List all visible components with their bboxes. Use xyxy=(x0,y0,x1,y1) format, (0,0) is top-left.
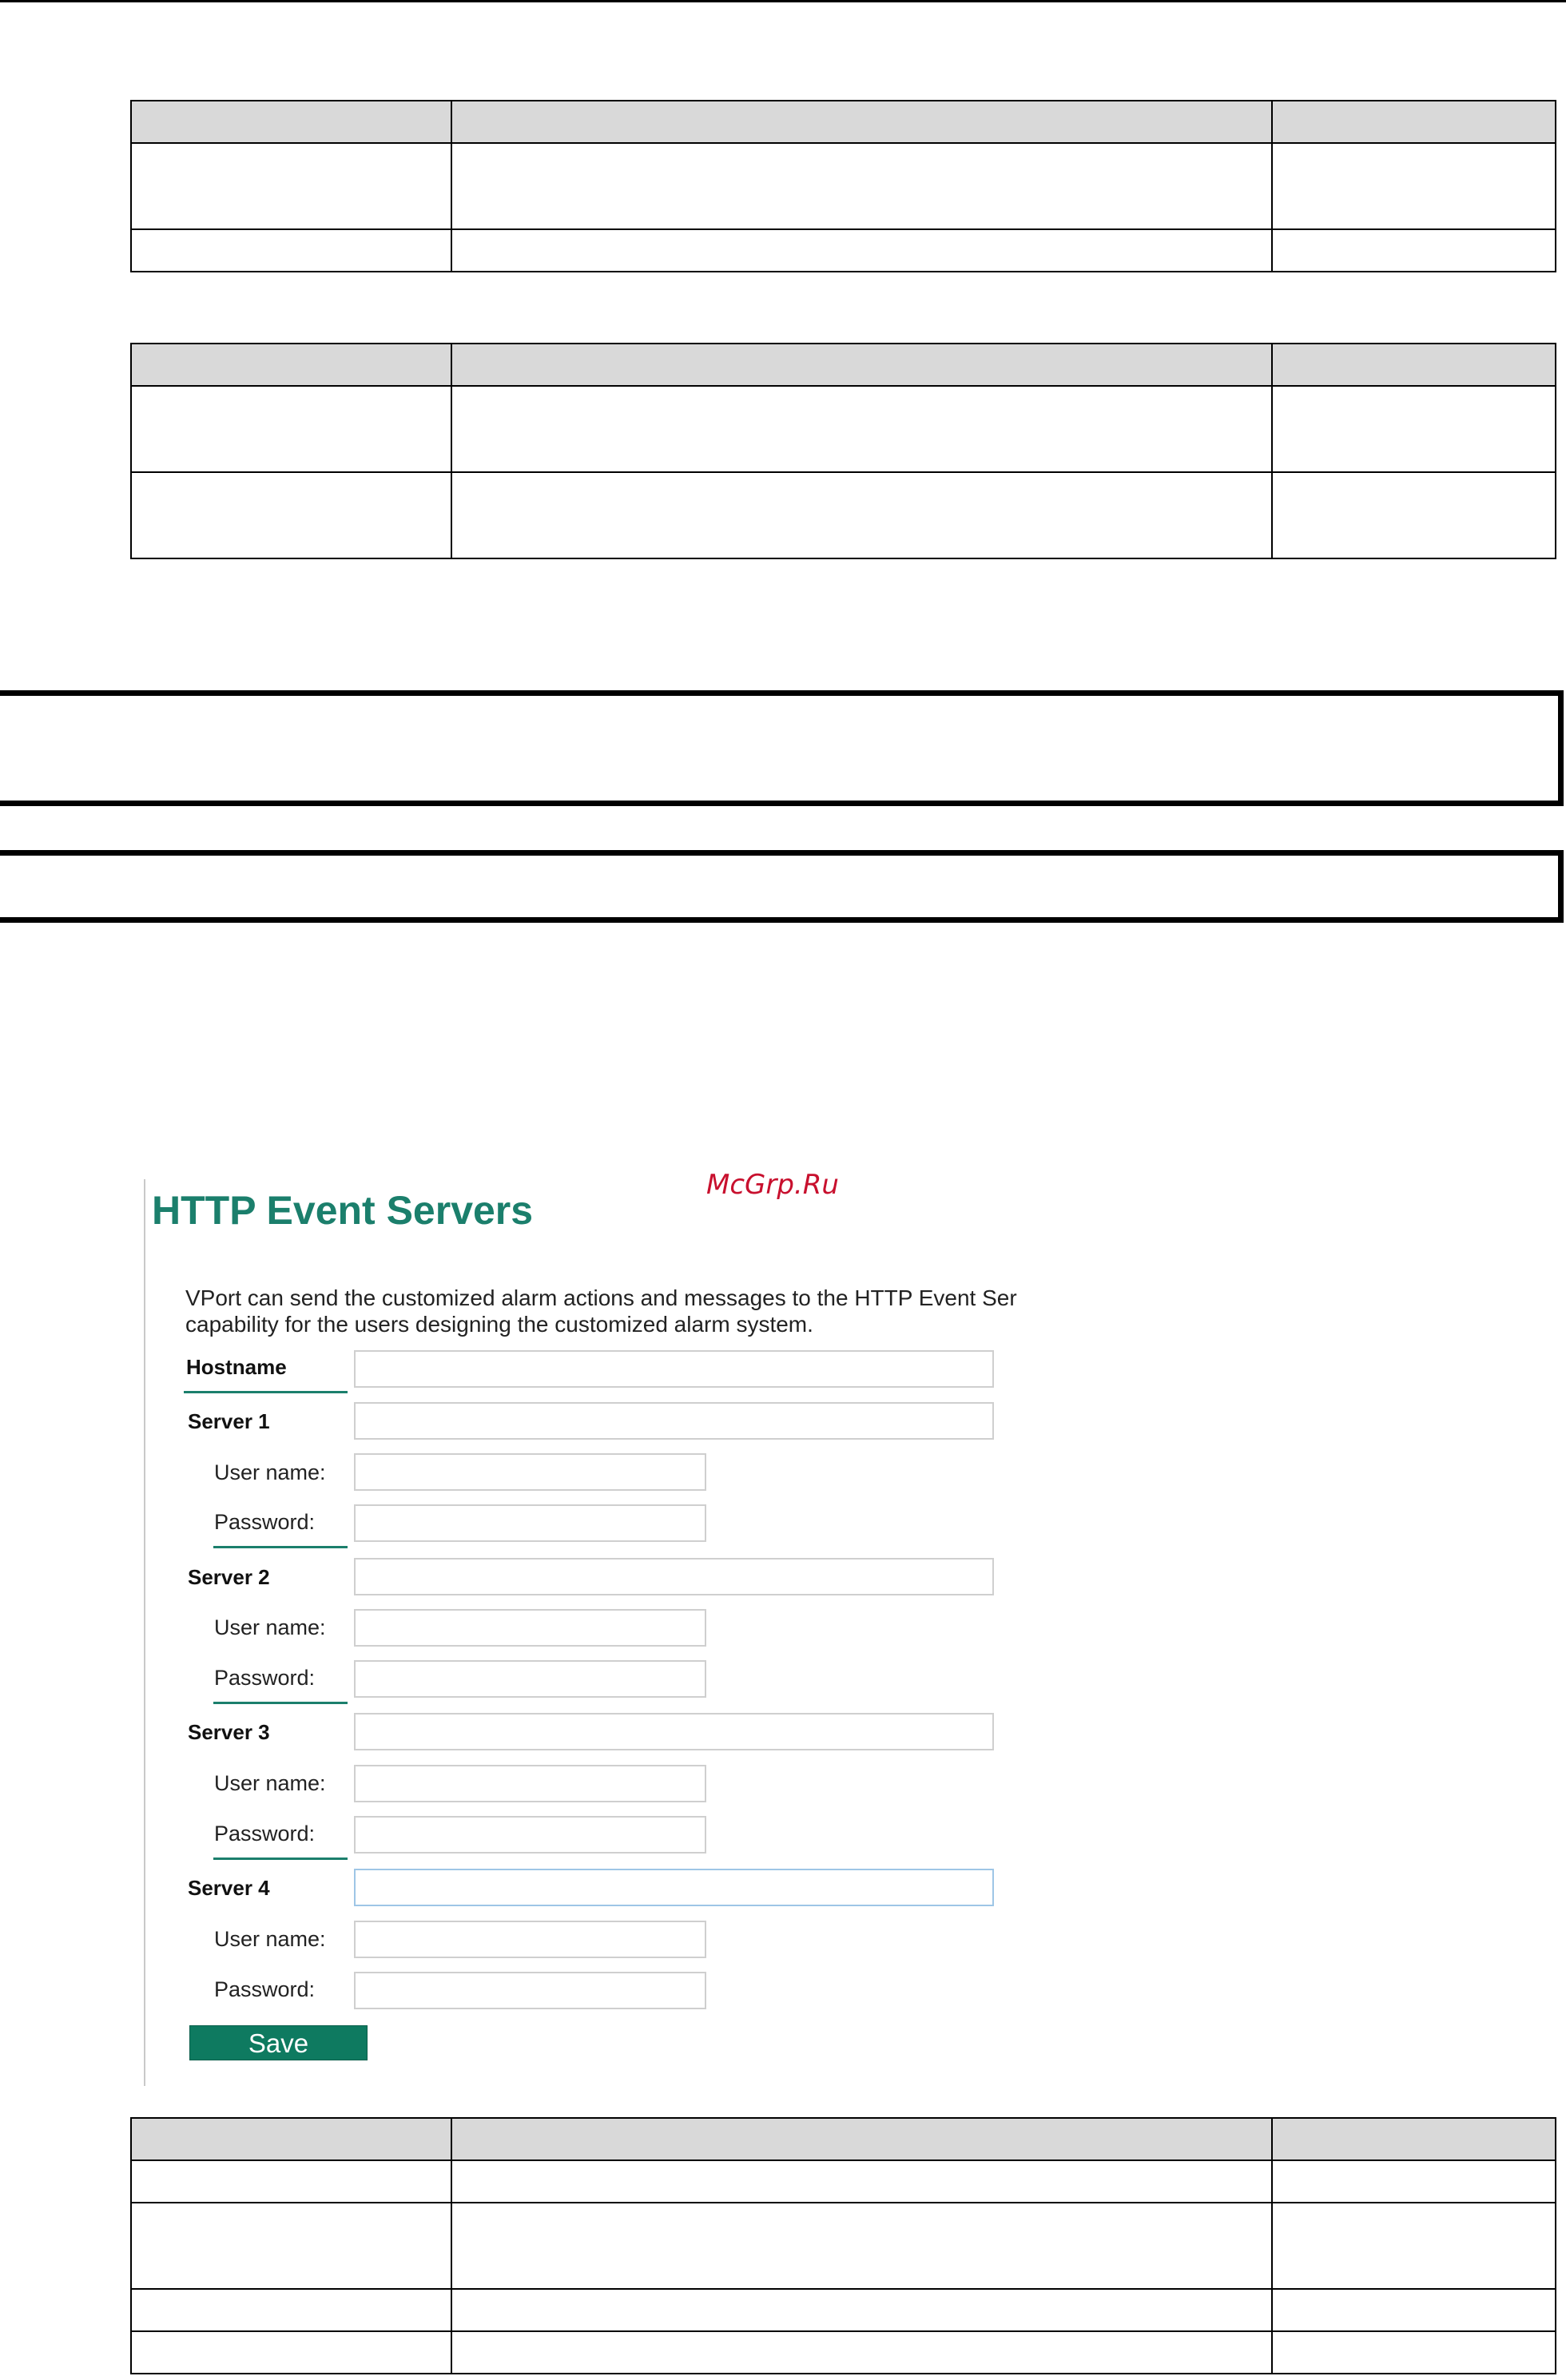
server-2-username-label: User name: xyxy=(214,1615,326,1639)
server-2-url-input[interactable] xyxy=(354,1558,994,1595)
table-cell xyxy=(1272,2331,1556,2374)
table-cell xyxy=(1272,2118,1556,2160)
table-row xyxy=(131,2160,1556,2203)
server-3-password-label: Password: xyxy=(214,1822,316,1846)
table-cell xyxy=(1272,2203,1556,2289)
table-cell xyxy=(1272,229,1556,272)
table-cell xyxy=(1272,101,1556,143)
page-top-rule xyxy=(0,0,1566,2)
table-cell xyxy=(131,2160,451,2203)
spec-table-2 xyxy=(130,343,1556,559)
server-3-url-input[interactable] xyxy=(354,1713,994,1750)
page-title: HTTP Event Servers xyxy=(152,1188,534,1233)
table-row xyxy=(131,386,1556,472)
server-1-username-input[interactable] xyxy=(354,1453,706,1491)
section-underline xyxy=(213,1702,348,1704)
table-cell xyxy=(131,2118,451,2160)
server-3-label: Server 3 xyxy=(188,1720,270,1744)
watermark: McGrp.Ru xyxy=(706,1169,839,1201)
table-cell xyxy=(1272,2289,1556,2331)
table-row xyxy=(131,2203,1556,2289)
server-4-label: Server 4 xyxy=(188,1876,270,1900)
table-header-row xyxy=(131,344,1556,386)
attention-box xyxy=(0,850,1564,923)
server-1-username-label: User name: xyxy=(214,1460,326,1484)
page-description: VPort can send the customized alarm actions and messages to the HTTP Event Ser capability for the users designing the customized alarm system. xyxy=(185,1285,1017,1337)
server-2-username-input[interactable] xyxy=(354,1609,706,1647)
table-cell xyxy=(1272,472,1556,558)
table-cell xyxy=(131,472,451,558)
hostname-input[interactable] xyxy=(354,1350,994,1388)
server-3-password-input[interactable] xyxy=(354,1816,706,1854)
spec-table-1 xyxy=(130,100,1556,272)
table-cell xyxy=(451,2289,1272,2331)
table-cell xyxy=(131,386,451,472)
table-cell xyxy=(1272,2160,1556,2203)
table-cell xyxy=(451,386,1272,472)
hostname-label: Hostname xyxy=(186,1355,287,1379)
table-header-row xyxy=(131,2118,1556,2160)
server-1-url-input[interactable] xyxy=(354,1402,994,1440)
table-cell xyxy=(131,2331,451,2374)
table-cell xyxy=(451,2331,1272,2374)
server-4-password-input[interactable] xyxy=(354,1972,706,2009)
table-cell xyxy=(451,344,1272,386)
table-cell xyxy=(131,2203,451,2289)
server-4-password-label: Password: xyxy=(214,1977,316,2001)
table-cell xyxy=(131,2289,451,2331)
table-cell xyxy=(131,344,451,386)
table-cell xyxy=(131,143,451,229)
table-cell xyxy=(451,143,1272,229)
table-cell xyxy=(451,472,1272,558)
server-4-username-label: User name: xyxy=(214,1927,326,1951)
server-4-url-input[interactable] xyxy=(354,1869,994,1906)
table-cell xyxy=(1272,386,1556,472)
table-cell xyxy=(451,101,1272,143)
table-cell xyxy=(131,229,451,272)
server-1-label: Server 1 xyxy=(188,1409,270,1433)
table-cell xyxy=(131,101,451,143)
table-row xyxy=(131,2331,1556,2374)
spec-table-3 xyxy=(130,2117,1556,2374)
table-row xyxy=(131,472,1556,558)
note-box xyxy=(0,690,1564,806)
server-1-password-input[interactable] xyxy=(354,1504,706,1542)
section-underline xyxy=(184,1391,348,1393)
table-cell xyxy=(451,229,1272,272)
server-3-username-label: User name: xyxy=(214,1771,326,1795)
section-underline xyxy=(213,1546,348,1548)
save-button[interactable]: Save xyxy=(189,2025,368,2060)
server-2-password-label: Password: xyxy=(214,1666,316,1690)
table-cell xyxy=(451,2203,1272,2289)
table-cell xyxy=(451,2118,1272,2160)
table-row xyxy=(131,2289,1556,2331)
table-cell xyxy=(451,2160,1272,2203)
table-row xyxy=(131,229,1556,272)
table-cell xyxy=(1272,344,1556,386)
server-2-password-input[interactable] xyxy=(354,1660,706,1698)
server-2-label: Server 2 xyxy=(188,1565,270,1589)
table-header-row xyxy=(131,101,1556,143)
server-1-password-label: Password: xyxy=(214,1510,316,1534)
server-3-username-input[interactable] xyxy=(354,1765,706,1802)
table-cell xyxy=(1272,143,1556,229)
server-4-username-input[interactable] xyxy=(354,1921,706,1958)
table-row xyxy=(131,143,1556,229)
section-underline xyxy=(213,1858,348,1860)
